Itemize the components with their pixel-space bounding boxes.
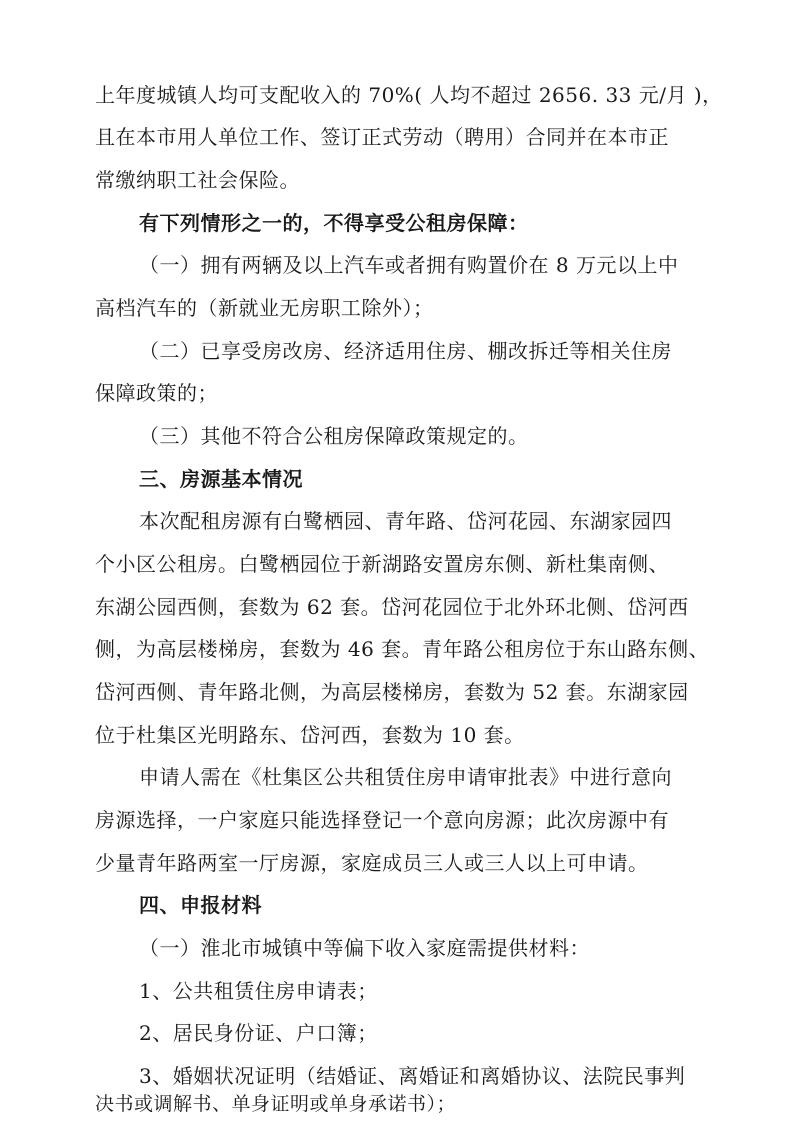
body-text-line: 房源选择，一户家庭只能选择登记一个意向房源；此次房源中有 bbox=[95, 808, 669, 832]
list-item: 2、居民身份证、户口簿； bbox=[139, 1021, 378, 1045]
body-text-line: （二）已享受房改房、经济适用住房、棚改拆迁等相关住房 bbox=[139, 339, 672, 363]
body-text-line: 本次配租房源有白鹭栖园、青年路、岱河花园、东湖家园四 bbox=[139, 509, 672, 533]
body-text-line: （一）拥有两辆及以上汽车或者拥有购置价在 8 万元以上中 bbox=[139, 253, 679, 277]
body-text-line: 申请人需在《杜集区公共租赁住房申请审批表》中进行意向 bbox=[139, 765, 672, 789]
conditions-heading: 有下列情形之一的，不得享受公租房保障： bbox=[139, 211, 529, 235]
body-text-line: 位于杜集区光明路东、岱河西，套数为 10 套。 bbox=[95, 723, 525, 747]
body-text-line: 少量青年路两室一厅房源，家庭成员三人或三人以上可申请。 bbox=[95, 851, 649, 875]
body-text-line: 岱河西侧、青年路北侧，为高层楼梯房，套数为 52 套。东湖家园 bbox=[95, 680, 689, 704]
body-text-line: 且在本市用人单位工作、签订正式劳动（聘用）合同并在本市正 bbox=[95, 125, 669, 149]
body-text-line: 决书或调解书、单身证明或单身承诺书）； bbox=[95, 1093, 457, 1115]
body-text-line: 常缴纳职工社会保险。 bbox=[95, 168, 300, 192]
section-heading-3: 三、房源基本情况 bbox=[139, 467, 303, 491]
body-text-line: （三）其他不符合公租房保障政策规定的。 bbox=[139, 424, 529, 448]
body-text-line: 侧，为高层楼梯房，套数为 46 套。青年路公租房位于东山路东侧、 bbox=[95, 637, 710, 661]
body-text-line: 东湖公园西侧，套数为 62 套。岱河花园位于北外环北侧、岱河西 bbox=[95, 595, 689, 619]
section-heading-4: 四、申报材料 bbox=[139, 893, 262, 917]
list-item: 1、公共租赁住房申请表； bbox=[139, 979, 378, 1003]
body-text-line: 高档汽车的（新就业无房职工除外）； bbox=[95, 296, 434, 320]
body-text-line: 个小区公租房。白鹭栖园位于新湖路安置房东侧、新杜集南侧、 bbox=[95, 552, 669, 576]
body-text-line: 上年度城镇人均可支配收入的 70%( 人均不超过 2656. 33 元/月 )， bbox=[95, 83, 723, 107]
list-item: 3、婚姻状况证明（结婚证、离婚证和离婚协议、法院民事判 bbox=[139, 1064, 686, 1088]
body-text-line: （一）淮北市城镇中等偏下收入家庭需提供材料： bbox=[139, 936, 590, 960]
body-text-line: 保障政策的； bbox=[95, 381, 218, 405]
